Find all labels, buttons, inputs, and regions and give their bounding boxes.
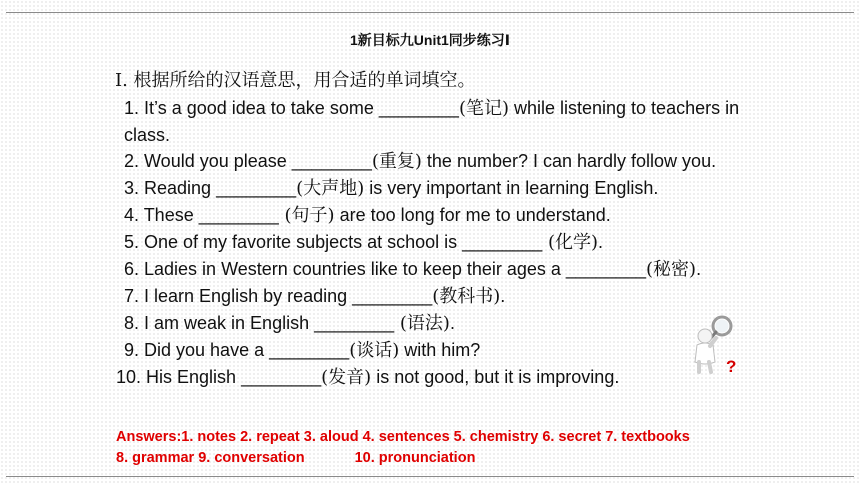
question-list xyxy=(116,95,756,391)
answer-blank: ________ xyxy=(291,151,372,171)
question-5: 5. One of my favorite subjects at school is ________ (化学). xyxy=(124,232,604,253)
top-border-line xyxy=(6,12,854,13)
answer-blank: ________ xyxy=(378,98,459,118)
answer-blank: ________ xyxy=(314,313,395,333)
thinking-person-question-icon xyxy=(688,314,740,376)
question-mark: ? xyxy=(726,357,737,376)
section-instruction: Ⅰ. 根据所给的汉语意思，用合适的单词填空。 xyxy=(115,70,476,91)
question-8: 8. I am weak in English ________ (语法). xyxy=(124,313,455,334)
answer-blank: ________ xyxy=(352,286,433,306)
answer-blank: ________ xyxy=(462,232,543,252)
answer-blank: ________ xyxy=(269,340,350,360)
answer-key xyxy=(116,427,756,469)
page-title: 1新目标九Unit1同步练习Ⅰ xyxy=(350,32,510,48)
answer-blank: ________ xyxy=(241,367,322,387)
answer-blank: ________ xyxy=(216,178,297,198)
question-1: 1. It’s a good idea to take some ________(笔记) while listening to teachers in class. xyxy=(124,98,740,145)
question-9: 9. Did you have a ________(谈话) with him? xyxy=(124,340,481,361)
question-3: 3. Reading ________(大声地) is very important in learning English. xyxy=(124,178,659,199)
answer-blank: ________ xyxy=(565,259,647,279)
question-6: 6. Ladies in Western countries like to keep their ages a ________(秘密). xyxy=(124,259,702,280)
question-7: 7. I learn English by reading ________(教科书). xyxy=(124,286,506,307)
bottom-border-line xyxy=(6,476,854,477)
question-4: 4. These ________ (句子) are too long for me to understand. xyxy=(124,205,611,226)
question-2: 2. Would you please ________(重复) the number? I can hardly follow you. xyxy=(124,151,717,172)
answer-key-line-2: 8. grammar 9. conversation 10. pronunciation xyxy=(116,450,476,466)
answer-blank: ________ xyxy=(198,205,279,225)
question-10: 10. His English ________(发音) is not good, but it is improving. xyxy=(116,367,620,388)
answer-key-line-1: Answers:1. notes 2. repeat 3. aloud 4. sentences 5. chemistry 6. secret 7. textbooks xyxy=(116,429,690,445)
